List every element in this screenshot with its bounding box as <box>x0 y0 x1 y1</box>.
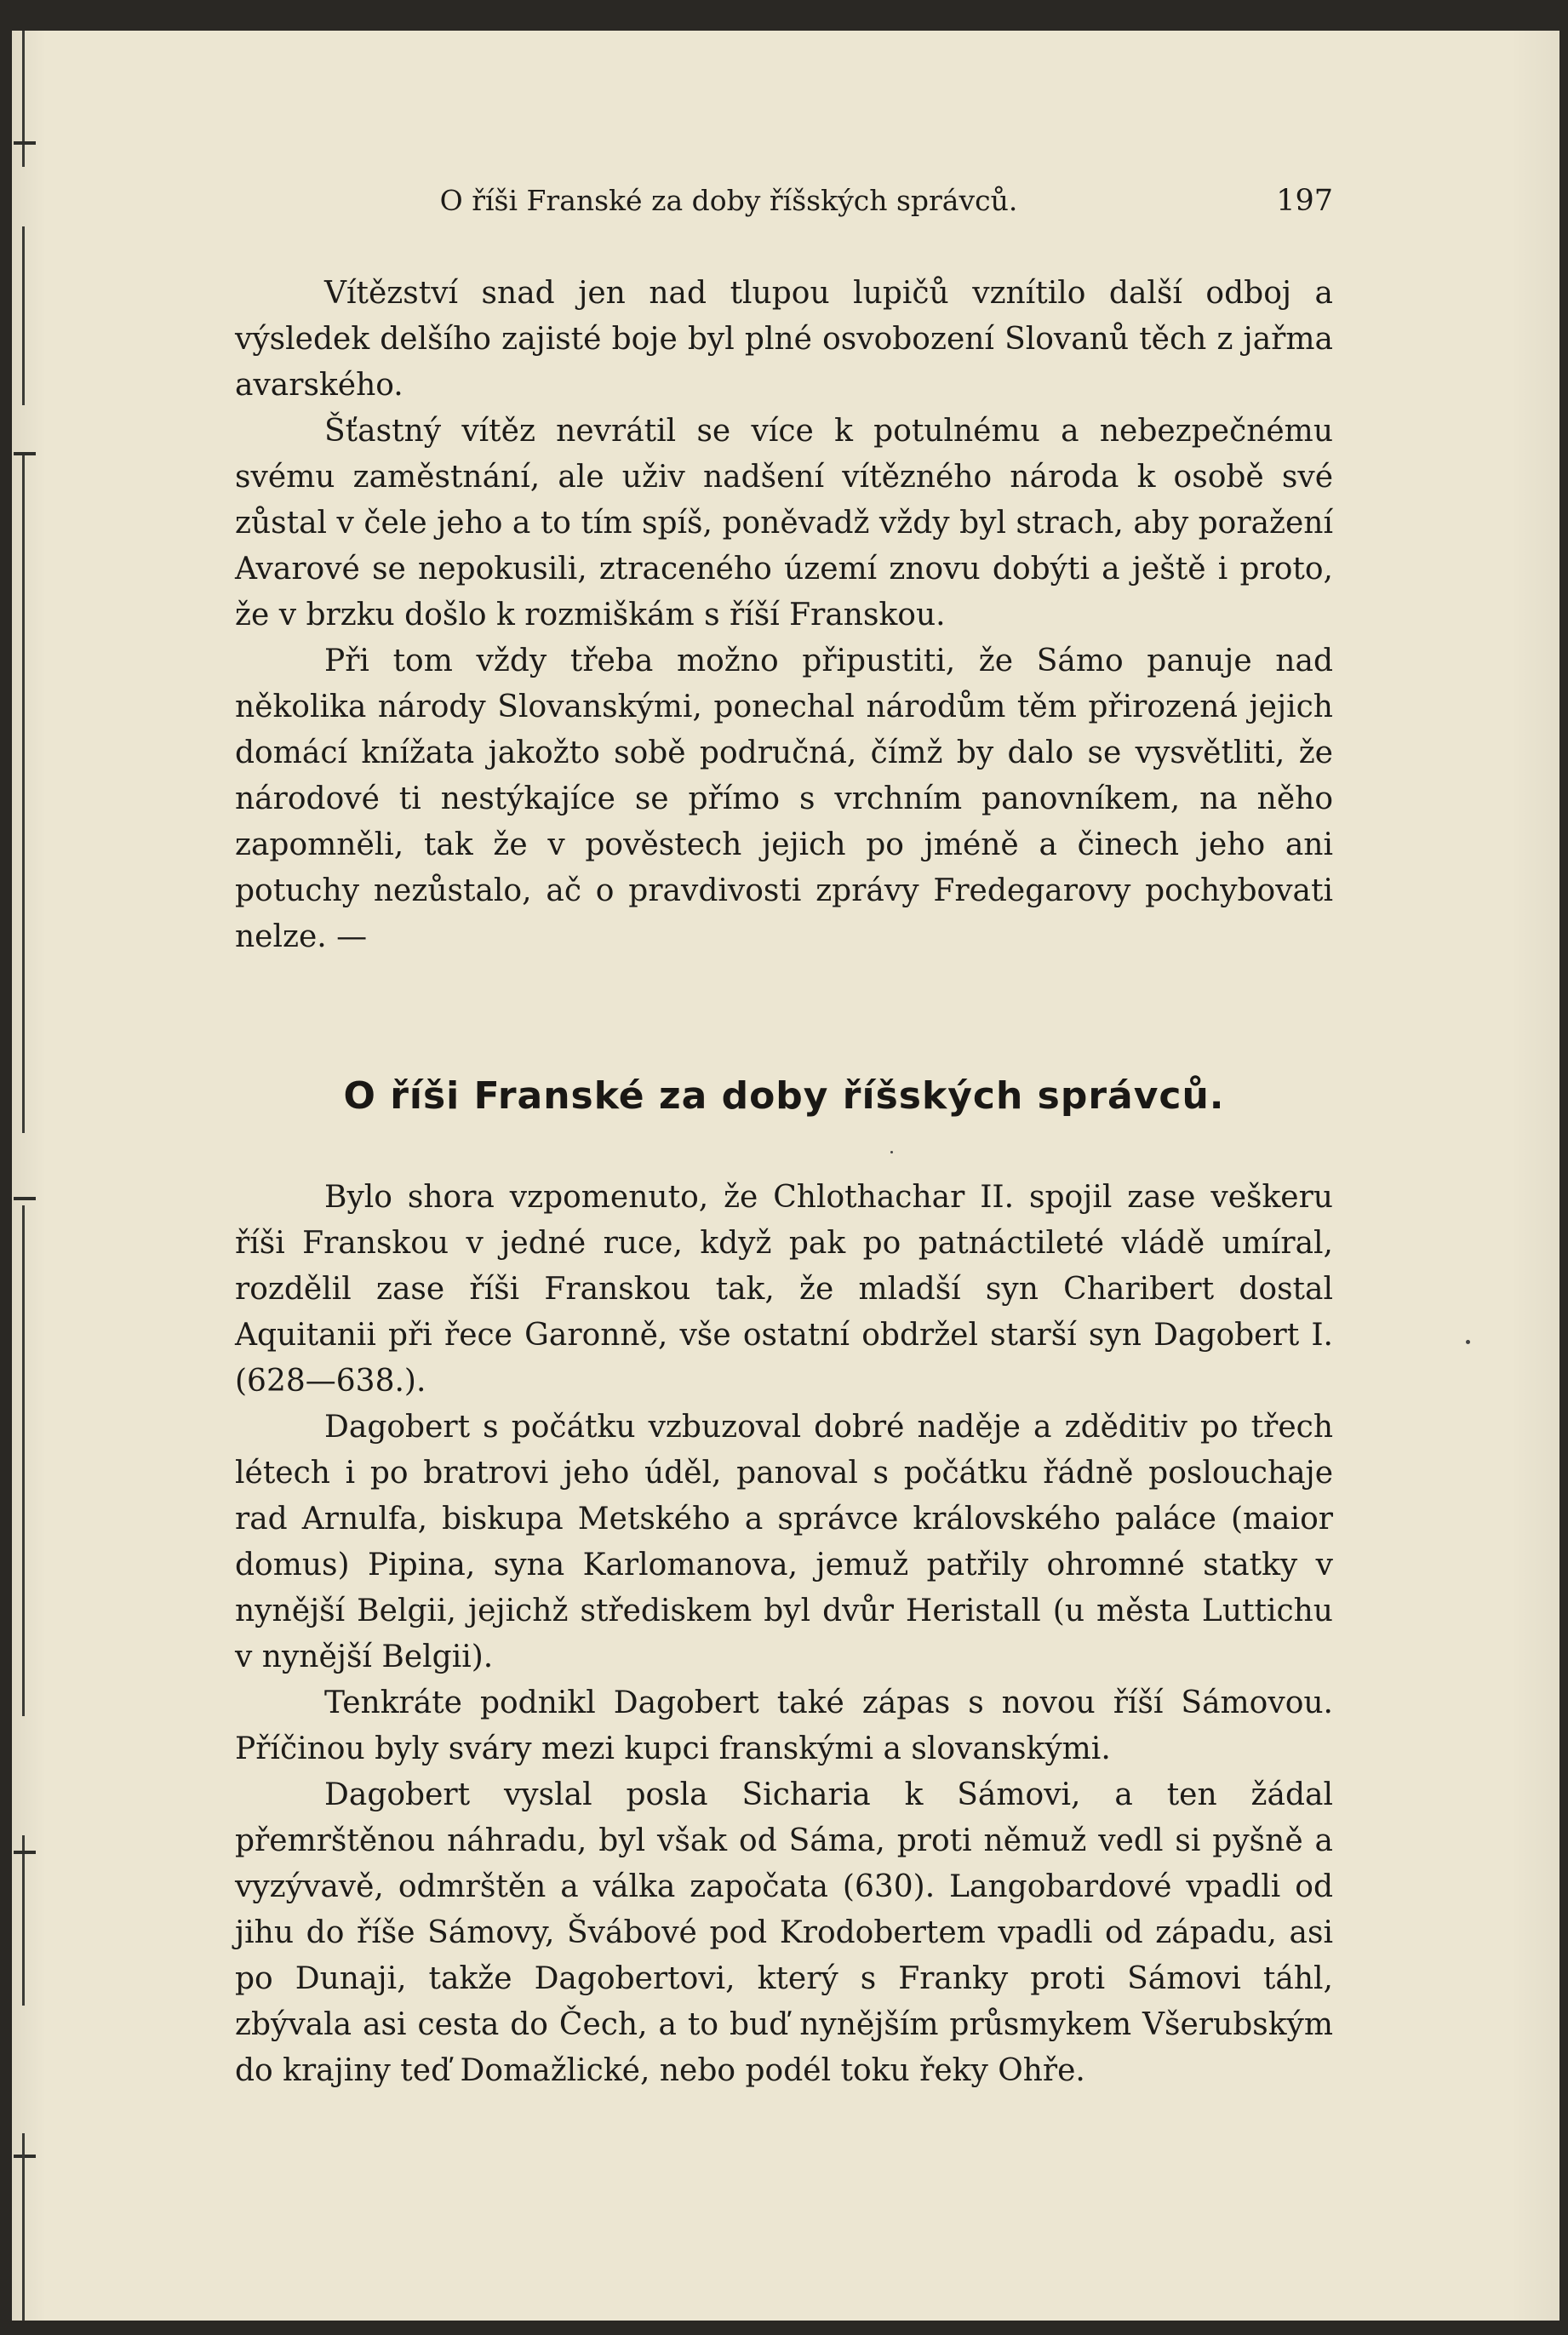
paragraph: Dagobert s počátku vzbuzoval dobré naděje a zděditiv po třech létech i po bratrovi jeho úděl, panoval s počátku řádně poslouchaje rad Arnulfa, biskupa Metského a správce královského paláce (maior domus) Pipina, syna Karlomanova, jemuž patřily ohromné statky v nynější Belgii, jejichž střediskem byl dvůr Heristall (u města Luttichu v nynější Belgii). <box>235 1410 1333 1674</box>
binding-line <box>22 2133 25 2321</box>
section-text-block <box>235 1175 1333 2094</box>
binding-mark <box>14 1851 36 1854</box>
paragraph: Dagobert vyslal posla Sicharia k Sámovi, a ten žádal přemrštěnou náhradu, byl však od Sáma, proti němuž vedl si pyšně a vyzývavě, odmrštěn a válka započata (630). Langobardové vpadli od jihu do říše Sámovy, Švábové pod Krodobertem vpadli od západu, asi po Dunaji, takže Dagobertovi, který s Franky proti Sámovi táhl, zbývala asi cesta do Čech, a to buď nynějším průsmykem Všerubským do krajiny teď Domažlické, nebo podél toku řeky Ohře. <box>235 1777 1333 2088</box>
running-head-title: O říši Franské za doby říšských správců. <box>439 184 1018 217</box>
binding-mark <box>14 2155 36 2158</box>
paragraph: Při tom vždy třeba možno připustiti, že Sámo panuje nad několika národy Slovanskými, ponechal národům těm přirozená jejich domácí knížata jakožto sobě područná, čímž by dalo se vysvětliti, že národové ti nestýkajíce se přímo s vrchním panovníkem, na něho zapomněli, tak že v pověstech jejich po jméně a činech jeho ani potuchy nezůstalo, ač o pravdivosti zprávy Fredegarovy pochybovati nelze. — <box>235 644 1333 954</box>
paper-speck <box>1466 1340 1470 1344</box>
section-heading: O říši Franské za doby říšských správců. <box>343 1074 1225 1118</box>
binding-mark <box>14 452 36 455</box>
binding-line <box>22 1835 25 2006</box>
paper-speck <box>890 1151 893 1153</box>
binding-line <box>22 226 25 405</box>
binding-line <box>22 1205 25 1716</box>
page-number: 197 <box>1276 184 1333 218</box>
binding-mark <box>14 1197 36 1200</box>
paragraph: Tenkráte podnikl Dagobert také zápas s novou říší Sámovou. Příčinou byly sváry mezi kupci franskými a slovanskými. <box>235 1685 1333 1766</box>
binding-mark <box>14 141 36 145</box>
top-text-block <box>235 271 1333 960</box>
paragraph: Vítězství snad jen nad tlupou lupičů vznítilo další odboj a výsledek delšího zajisté boje byl plné osvobození Slovanů těch z jařma avarského. <box>235 276 1333 403</box>
binding-line <box>22 452 25 1133</box>
paragraph: Bylo shora vzpomenuto, že Chlothachar II. spojil zase veškeru říši Franskou v jedné ruce, když pak po patnáctileté vládě umíral, rozdělil zase říši Franskou tak, že mladší syn Charibert dostal Aquitanii při řece Garonně, vše ostatní obdržel starší syn Dagobert I. (628—638.). <box>235 1180 1333 1399</box>
paragraph: Šťastný vítěz nevrátil se více k potulnému a nebezpečnému svému zaměstnání, ale uživ nadšení vítězného národa k osobě své zůstal v čele jeho a to tím spíš, poněvadž vždy byl strach, aby poražení Avarové se nepokusili, ztraceného území znovu dobýti a ještě i proto, že v brzku došlo k rozmiškám s říší Franskou. <box>235 414 1333 632</box>
running-head <box>235 184 1333 228</box>
binding-edge <box>12 31 36 2321</box>
binding-line <box>22 31 25 167</box>
